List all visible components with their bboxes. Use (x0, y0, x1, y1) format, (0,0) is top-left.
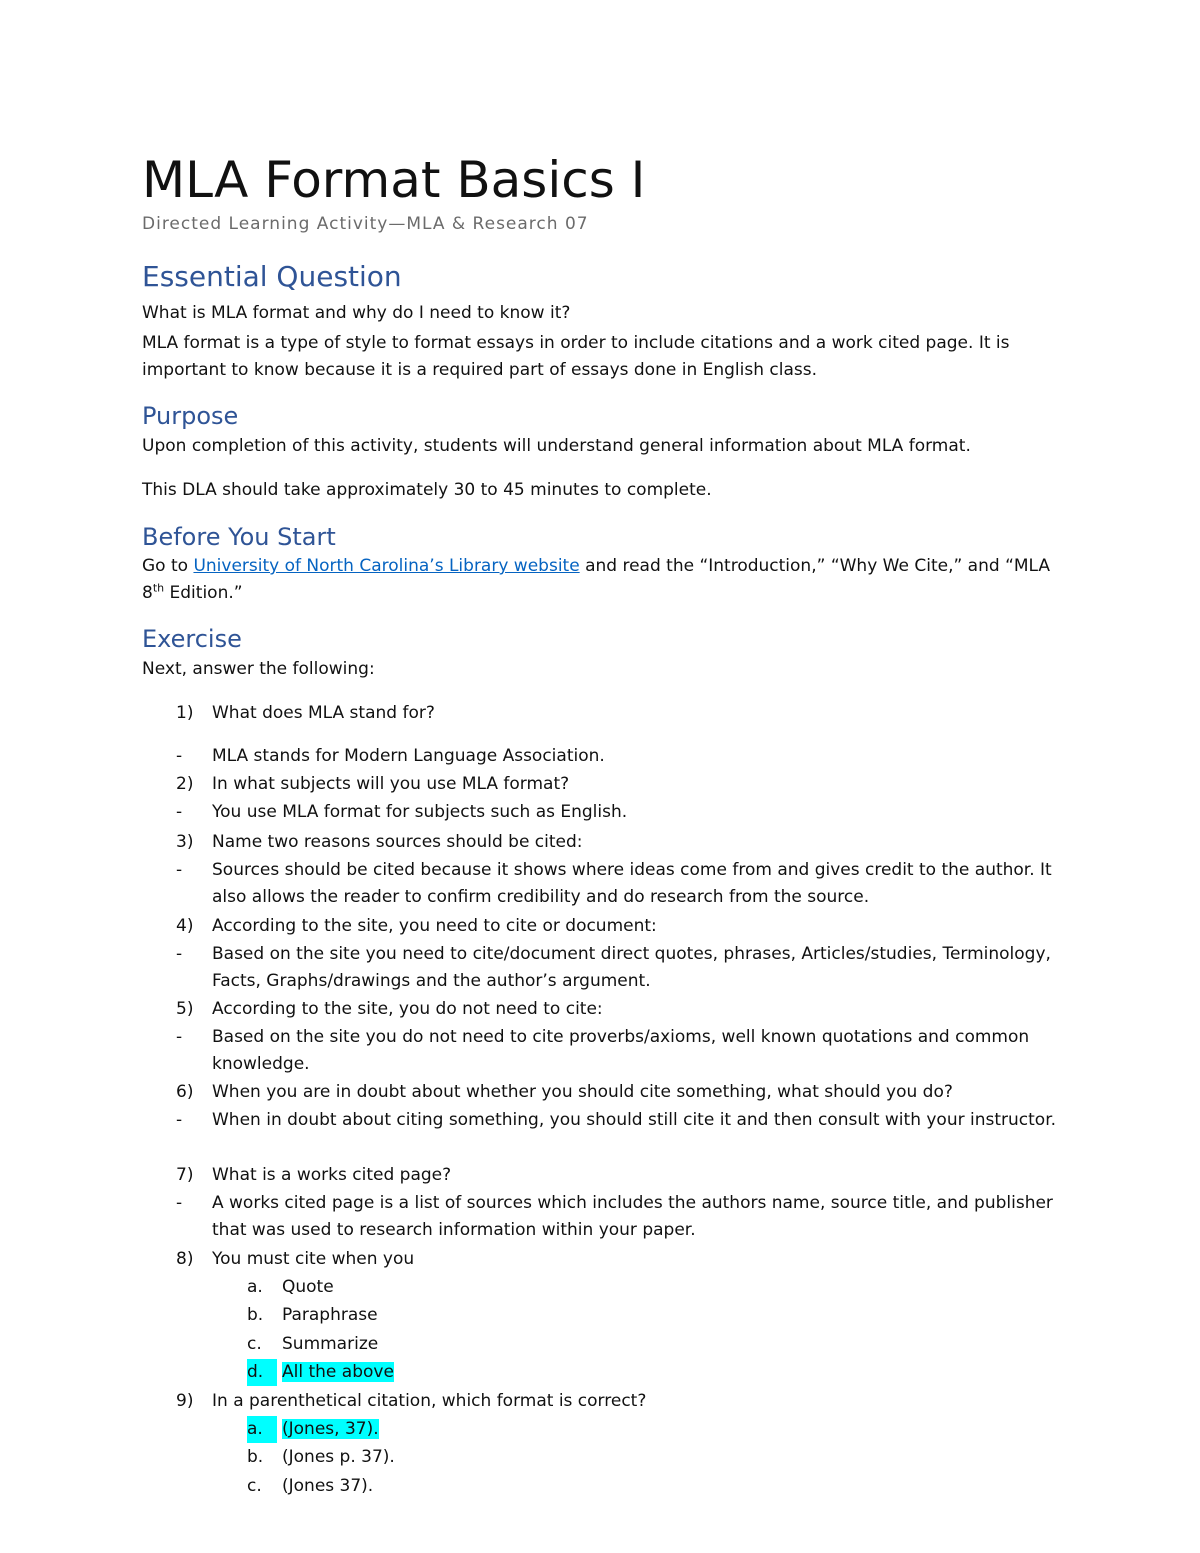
list-marker: c. (247, 1476, 262, 1496)
list-marker: c. (247, 1334, 262, 1354)
list-marker: - (176, 1110, 183, 1130)
essential-answer-text: MLA format is a type of style to format essays in order to include citations and a work cited page. It is important to know because it is a required part of essays done in English class. (142, 333, 1010, 380)
list-text: In what subjects will you use MLA format? (212, 774, 570, 794)
list-marker: a. (247, 1277, 263, 1297)
list-text: You must cite when you (212, 1249, 415, 1269)
list-marker: - (176, 746, 183, 766)
list-marker: 3) (176, 832, 194, 852)
list-text (282, 1359, 1132, 1386)
list-text: Sources should be cited because it shows where ideas come from and gives credit to the author. It also allows the reader to confirm credibility and do research from the source. (212, 860, 1052, 907)
list-text: (Jones 37). (282, 1476, 374, 1496)
list-text: According to the site, you need to cite or document: (212, 916, 657, 936)
list-text: When in doubt about citing something, you should still cite it and then consult with your instructor. (212, 1110, 1057, 1130)
list-text: You use MLA format for subjects such as English. (212, 802, 628, 822)
list-marker: 6) (176, 1082, 194, 1102)
ordinal-superscript: th (152, 581, 165, 595)
list-marker: 2) (176, 774, 194, 794)
heading-purpose: Purpose (142, 402, 239, 430)
before-suffix: Edition.” (164, 583, 243, 603)
list-marker: - (176, 802, 183, 822)
document-subtitle: Directed Learning Activity—MLA & Research 07 (142, 214, 589, 234)
list-text: What is a works cited page? (212, 1165, 452, 1185)
list-text: According to the site, you do not need to cite: (212, 999, 603, 1019)
list-marker: 4) (176, 916, 194, 936)
list-text: Based on the site you do not need to cite proverbs/axioms, well known quotations and common knowledge. (212, 1027, 1030, 1074)
list-marker: 7) (176, 1165, 194, 1185)
heading-exercise: Exercise (142, 625, 242, 653)
list-marker: - (176, 944, 183, 964)
document-title: MLA Format Basics I (142, 151, 646, 209)
list-text: A works cited page is a list of sources which includes the authors name, source title, and publisher that was used to research information within your paper. (212, 1193, 1053, 1240)
highlighted-answer: (Jones, 37). (282, 1419, 379, 1439)
list-marker: b. (247, 1305, 264, 1325)
list-marker: 5) (176, 999, 194, 1019)
list-marker: 9) (176, 1391, 194, 1411)
unc-library-link[interactable]: University of North Carolina’s Library website (193, 556, 580, 576)
highlighted-answer: All the above (282, 1362, 394, 1382)
list-text: MLA stands for Modern Language Association. (212, 746, 605, 766)
list-marker: d. (247, 1359, 277, 1386)
before-middle: and read the “Introduction,” “Why We Cite,” and “MLA 8 (142, 556, 1051, 603)
list-text: Based on the site you need to cite/document direct quotes, phrases, Articles/studies, Terminology, Facts, Graphs/drawings and the author’s argument. (212, 944, 1051, 991)
list-marker: a. (247, 1416, 277, 1443)
list-marker: 8) (176, 1249, 194, 1269)
list-marker: - (176, 860, 183, 880)
exercise-intro: Next, answer the following: (142, 659, 375, 679)
essential-question-text: What is MLA format and why do I need to know it? (142, 303, 571, 323)
list-marker: b. (247, 1447, 264, 1467)
list-marker: 1) (176, 703, 194, 723)
list-text: In a parenthetical citation, which format is correct? (212, 1391, 647, 1411)
list-text: Summarize (282, 1334, 379, 1354)
list-text: (Jones p. 37). (282, 1447, 395, 1467)
list-marker: - (176, 1027, 183, 1047)
list-text (282, 1416, 1132, 1443)
purpose-paragraph-2: This DLA should take approximately 30 to 45 minutes to complete. (142, 480, 712, 500)
list-marker: - (176, 1193, 183, 1213)
list-text: Quote (282, 1277, 334, 1297)
purpose-paragraph-1: Upon completion of this activity, students will understand general information about MLA format. (142, 436, 971, 456)
heading-before-you-start: Before You Start (142, 523, 336, 551)
before-you-start-paragraph (142, 553, 1062, 607)
heading-essential-question: Essential Question (142, 260, 402, 293)
list-text: Name two reasons sources should be cited: (212, 832, 583, 852)
list-text: What does MLA stand for? (212, 703, 435, 723)
before-prefix: Go to (142, 556, 194, 576)
list-text: When you are in doubt about whether you should cite something, what should you do? (212, 1082, 953, 1102)
list-text: Paraphrase (282, 1305, 378, 1325)
